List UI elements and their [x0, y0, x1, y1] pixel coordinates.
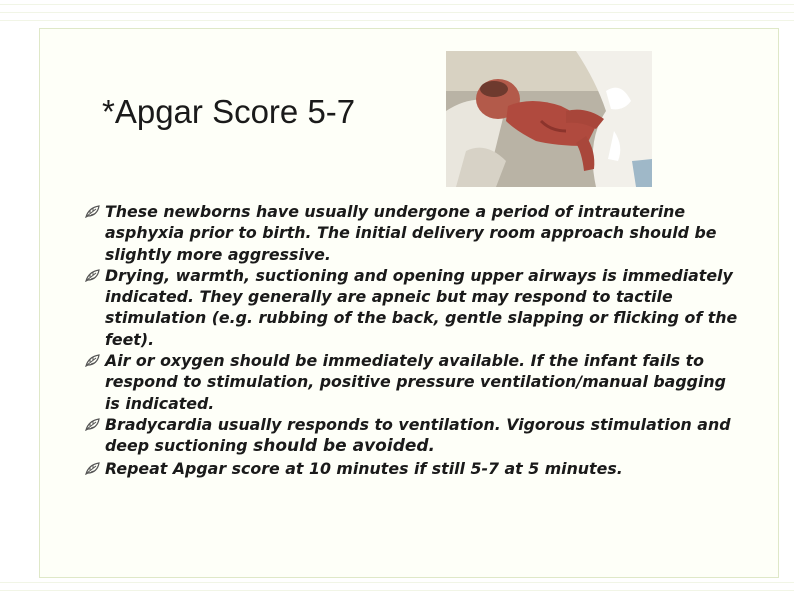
newborn-infant-photo: [446, 51, 652, 187]
bullet-list: [85, 201, 745, 479]
bullet-text: Bradycardia usually responds to ventilation. Vigorous stimulation and deep suctioning: [105, 414, 731, 456]
bullet-emphasis: should be avoided.: [253, 436, 436, 457]
leaf-bullet-icon: [85, 354, 100, 367]
bullet-item: [85, 201, 745, 265]
background-stripe: [0, 4, 794, 5]
bullet-text: These newborns have usually undergone a period of intrauterine asphyxia prior to birth. The initial delivery room approach should be slightly more aggressive.: [105, 202, 717, 264]
background-stripe: [0, 590, 794, 591]
background-stripe: [0, 12, 794, 13]
background-stripe: [0, 20, 794, 21]
leaf-bullet-icon: [85, 269, 100, 282]
leaf-bullet-icon: [85, 205, 100, 218]
bullet-item: [85, 350, 745, 414]
leaf-bullet-icon: [85, 418, 100, 431]
bullet-text: Air or oxygen should be immediately available. If the infant fails to respond to stimulation, positive pressure ventilation/manual bagging is indicated.: [105, 351, 726, 413]
slide-title: *Apgar Score 5-7: [102, 93, 356, 130]
bullet-text: Drying, warmth, suctioning and opening upper airways is immediately indicated. They generally are apneic but may respond to tactile stimulation (e.g. rubbing of the back, gentle slapping or flicking of the feet).: [105, 265, 738, 349]
newborn-infant-illustration: [446, 51, 652, 187]
background-stripe: [0, 582, 794, 583]
bullet-text: Repeat Apgar score at 10 minutes if still 5-7 at 5 minutes.: [105, 458, 623, 478]
leaf-bullet-icon: [85, 462, 100, 475]
bullet-item: [85, 265, 745, 350]
bullet-item: [85, 414, 745, 458]
bullet-item: [85, 458, 745, 479]
